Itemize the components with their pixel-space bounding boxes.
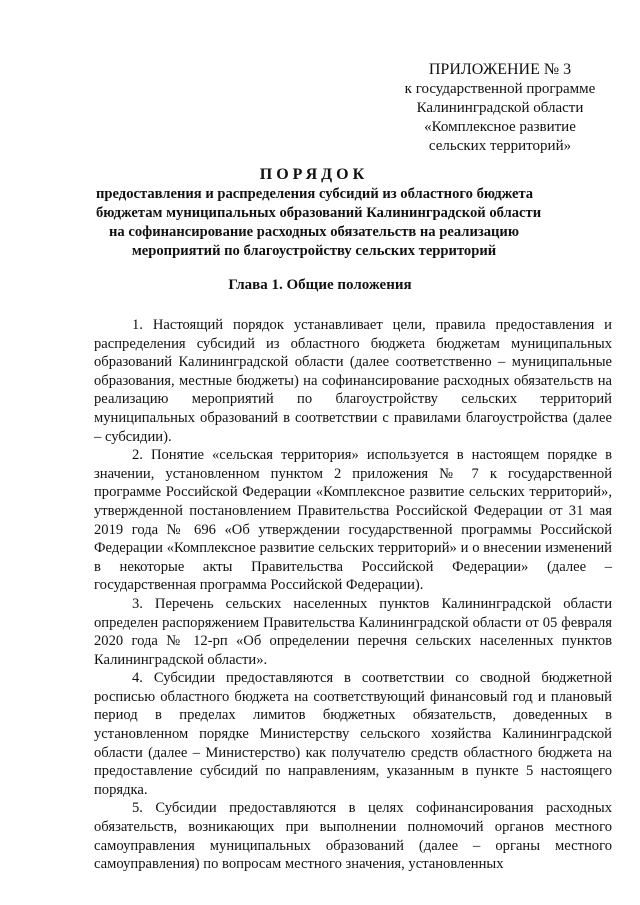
paragraph-4: 4. Субсидии предоставляются в соответствии со сводной бюджетной росписью областного бюджета на соответствующий финансовый год и плановый период в пределах лимитов бюджетных обязательств, доведенных в установленном порядке Министерству сельского хозяйства Калининградской области (далее – Министерство) как получателю средств областного бюджета на предоставление субсидий по направлениям, указанным в пункте 5 настоящего порядка. (94, 670, 612, 798)
document-title: ПОРЯДОК (259, 166, 369, 183)
document-subtitle-line: предоставления и распределения субсидий из областного бюджета (96, 186, 534, 202)
document-title-block (96, 165, 542, 261)
document-subtitle-line: мероприятий по благоустройству сельских территорий (131, 243, 497, 259)
chapter-heading: Глава 1. Общие положения (228, 277, 412, 293)
appendix-line: сельских территорий» (428, 138, 572, 154)
document-subtitle-line: на софинансирование расходных обязательств на реализацию (109, 224, 519, 240)
document-body (94, 316, 612, 874)
paragraph-1: 1. Настоящий порядок устанавливает цели, правила предоставления и распределения субсидий из областного бюджета бюджетам муниципальных образований Калининградской области (далее соответственно – муниципальные образования, местные бюджеты) на софинансирование расходных обязательств на реализацию мероприятий по благоустройству сельских территорий муниципальных образований в соответствии с правилами благоустройства (далее – субсидии). (94, 317, 612, 445)
appendix-line: Калининградской области (416, 100, 584, 116)
paragraph-5: 5. Субсидии предоставляются в целях софинансирования расходных обязательств, возникающих при выполнении полномочий органов местного самоуправления муниципальных образований (далее – органы местного самоуправления) по вопросам местного значения, установленных (94, 800, 612, 873)
appendix-title: ПРИЛОЖЕНИЕ № 3 (428, 61, 572, 78)
appendix-line: «Комплексное развитие (424, 119, 576, 135)
appendix-line: к государственной программе (404, 81, 596, 97)
paragraph-2: 2. Понятие «сельская территория» используется в настоящем порядке в значении, установленном пунктом 2 приложения № 7 к государственной программе Российской Федерации «Комплексное развитие сельских территорий», утвержденной постановлением Правительства Российской Федерации от 31 мая 2019 года № 696 «Об утверждении государственной программы Российской Федерации «Комплексное развитие сельских территорий» и о внесении изменений в некоторые акты Правительства Российской Федерации» (далее – государственная программа Российской Федерации). (94, 447, 612, 594)
document-subtitle-line: бюджетам муниципальных образований Калининградской области (96, 205, 542, 221)
appendix-header (380, 60, 620, 156)
paragraph-3: 3. Перечень сельских населенных пунктов Калининградской области определен распоряжением Правительства Калининградской области от 05 февраля 2020 года № 12-рп «Об определении перечня сельских населенных пунктов Калининградской области». (94, 595, 612, 668)
